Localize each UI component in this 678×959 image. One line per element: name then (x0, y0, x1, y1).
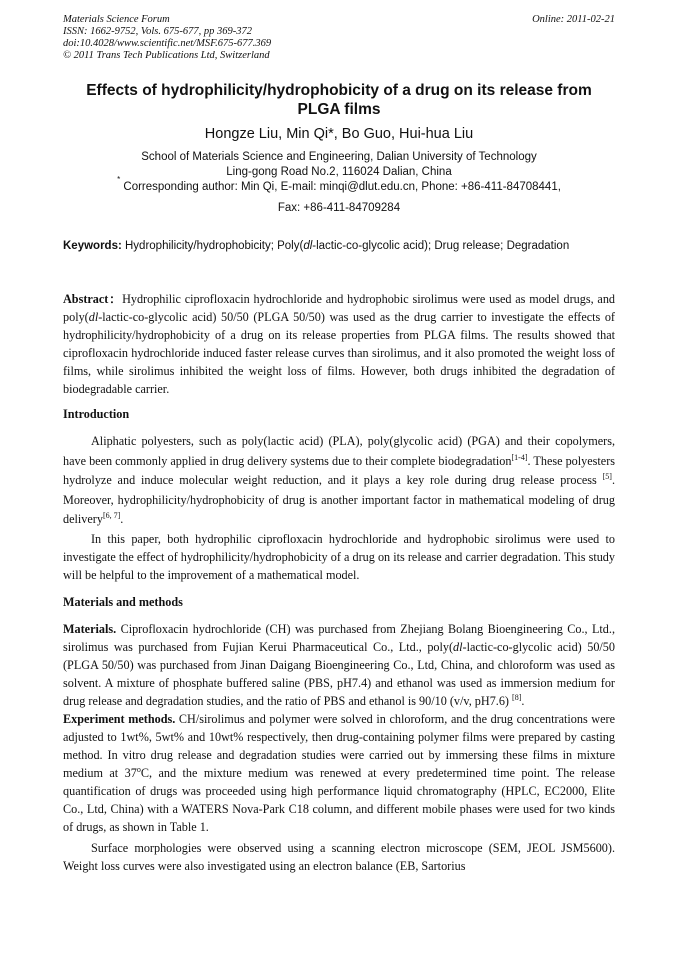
abstract-colon: ： (108, 292, 123, 306)
methods-heading: Materials and methods (63, 595, 183, 609)
keywords-text-1: Hydrophilicity/hydrophobicity; Poly( (121, 240, 304, 252)
experiment-paragraph (63, 710, 615, 836)
affiliation-line-2: Ling-gong Road No.2, 116024 Dalian, China (226, 166, 452, 178)
abstract-text-1: Hydrophilic ciprofloxacin hydrochloride and hydrophobic sirolimus were used as model drugs, and poly( (63, 292, 616, 324)
doi-line: doi:10.4028/www.scientific.net/MSF.675-677.369 (63, 38, 272, 49)
issn-line: ISSN: 1662-9752, Vols. 675-677, pp 369-372 (63, 26, 252, 37)
introduction-section (63, 405, 615, 584)
title-line-2: PLGA films (297, 101, 381, 118)
paper-title (63, 81, 615, 119)
affiliation-block (63, 150, 615, 195)
author-list: Hongze Liu, Min Qi*, Bo Guo, Hui-hua Liu (204, 126, 474, 142)
experiment-text-b: C, and the mixture medium was renewed at every predetermined time point. The release quantification of drugs was proceeded using high performance liquid chromatography (HPLC, EC2000, Elite Co., Ltd, China) with a WATERS Nova-Park C18 column, and different mobile phases were used for two kinds of drugs, as shown in Table 1. (63, 766, 615, 834)
keywords-text-2: -lactic-co-glycolic acid); Drug release; Degradation (312, 240, 570, 252)
ref-8: [8] (512, 692, 522, 702)
intro-text-c: . Moreover, hydrophilicity/hydrophobicity of drug is another important factor in mathematical modeling of drug delivery (63, 473, 615, 526)
journal-header (63, 14, 271, 62)
affiliation-line-1: School of Materials Science and Engineering, Dalian University of Technology (141, 151, 537, 163)
title-line-1: Effects of hydrophilicity/hydrophobicity of a drug on its release from (86, 82, 592, 99)
experiment-text-a: CH/sirolimus and polymer were solved in chloroform, and the drug concentrations were adjusted to 1wt%, 5wt% and 10wt% respectively, then drug-containing polymer films were prepared by casting method. In vitro drug release and degradation studies were carried out by immersing these films in mixture medium at 37 (63, 712, 615, 780)
abstract-italic: dl (88, 310, 99, 324)
materials-italic: dl (453, 640, 463, 654)
materials-paragraph (63, 620, 615, 710)
materials-text-c: . (521, 694, 525, 708)
experiment-label: Experiment methods. (63, 712, 176, 726)
introduction-heading: Introduction (63, 407, 130, 421)
abstract-paragraph (63, 290, 615, 398)
online-date: Online: 2011-02-21 (532, 14, 615, 25)
corresponding-text: Corresponding author: Min Qi, E-mail: minqi@dlut.edu.cn, Phone: +86-411-84708441, (120, 181, 561, 193)
keywords-italic: dl (303, 240, 313, 252)
abstract-text-2: -lactic-co-glycolic acid) 50/50 (PLGA 50/50) was used as the drug carrier to investigate the effects of hydrophilicity/hydrophobicity of a drug on its release properties from PLGA films. The results showed that ciprofloxacin hydrochloride induced faster release curves than sirolimus, and it also promoted the weight loss of films, while sirolimus inhibited the weight loss of films. However, both drugs inhibited the degradation of biodegradable carrier. (63, 310, 615, 396)
intro-text-a: Aliphatic polyesters, such as poly(lactic acid) (PLA), poly(glycolic acid) (PGA) and their copolymers, have been commonly applied in drug delivery systems due to their complete biodegradation (63, 434, 615, 468)
materials-text-b: -lactic-co-glycolic acid) 50/50 (PLGA 50/50) was purchased from Jinan Daigang Bioengineering Co., Ltd, China, and chloroform was used as solvent. A mixture of phosphate buffered saline (PBS, pH7.4) and ethanol was used as immersion medium for drug release and degradation studies, and the ratio of PBS and ethanol is 90/10 (v/v, pH7.6) (63, 640, 615, 708)
corresponding-author (63, 175, 615, 195)
introduction-paragraph-2: In this paper, both hydrophilic ciprofloxacin hydrochloride and hydrophobic sirolimus were used to investigate the effect of hydrophilicity/hydrophobicity of a drug on its release and carrier degradation. This study will be helpful to the improvement of a mathematical model. (63, 531, 615, 582)
methods-section (63, 593, 615, 875)
ref-6-7: [6, 7] (102, 510, 121, 520)
corresponding-mark: * (117, 175, 121, 184)
fax-line: Fax: +86-411-84709284 (277, 202, 401, 214)
degree-mark: o (136, 764, 141, 774)
journal-name: Materials Science Forum (63, 14, 170, 25)
introduction-paragraph-1 (63, 432, 615, 530)
copyright-line: © 2011 Trans Tech Publications Ltd, Switzerland (63, 50, 270, 61)
materials-label: Materials. (63, 622, 117, 636)
abstract-label: Abstract (63, 292, 109, 306)
materials-text-a: Ciprofloxacin hydrochloride (CH) was purchased from Zhejiang Bolang Bioengineering Co., Ltd., sirolimus was purchased from Fujian Kerui Pharmaceutical Co., Ltd., poly( (63, 622, 615, 654)
abstract (63, 290, 615, 398)
intro-text-d: . (120, 512, 124, 526)
ref-1-4: [1-4] (511, 452, 528, 462)
surface-paragraph: Surface morphologies were observed using a scanning electron microscope (SEM, JEOL JSM5600). Weight loss curves were also investigated using an electron balance (EB, Sartorius (63, 841, 615, 873)
keywords (63, 237, 615, 256)
keywords-label: Keywords: (63, 240, 122, 252)
intro-text-b: . These polyesters hydrolyze and induce molecular weight reduction, and it plays a key role during drug release process (63, 453, 616, 487)
ref-5: [5] (602, 471, 612, 481)
